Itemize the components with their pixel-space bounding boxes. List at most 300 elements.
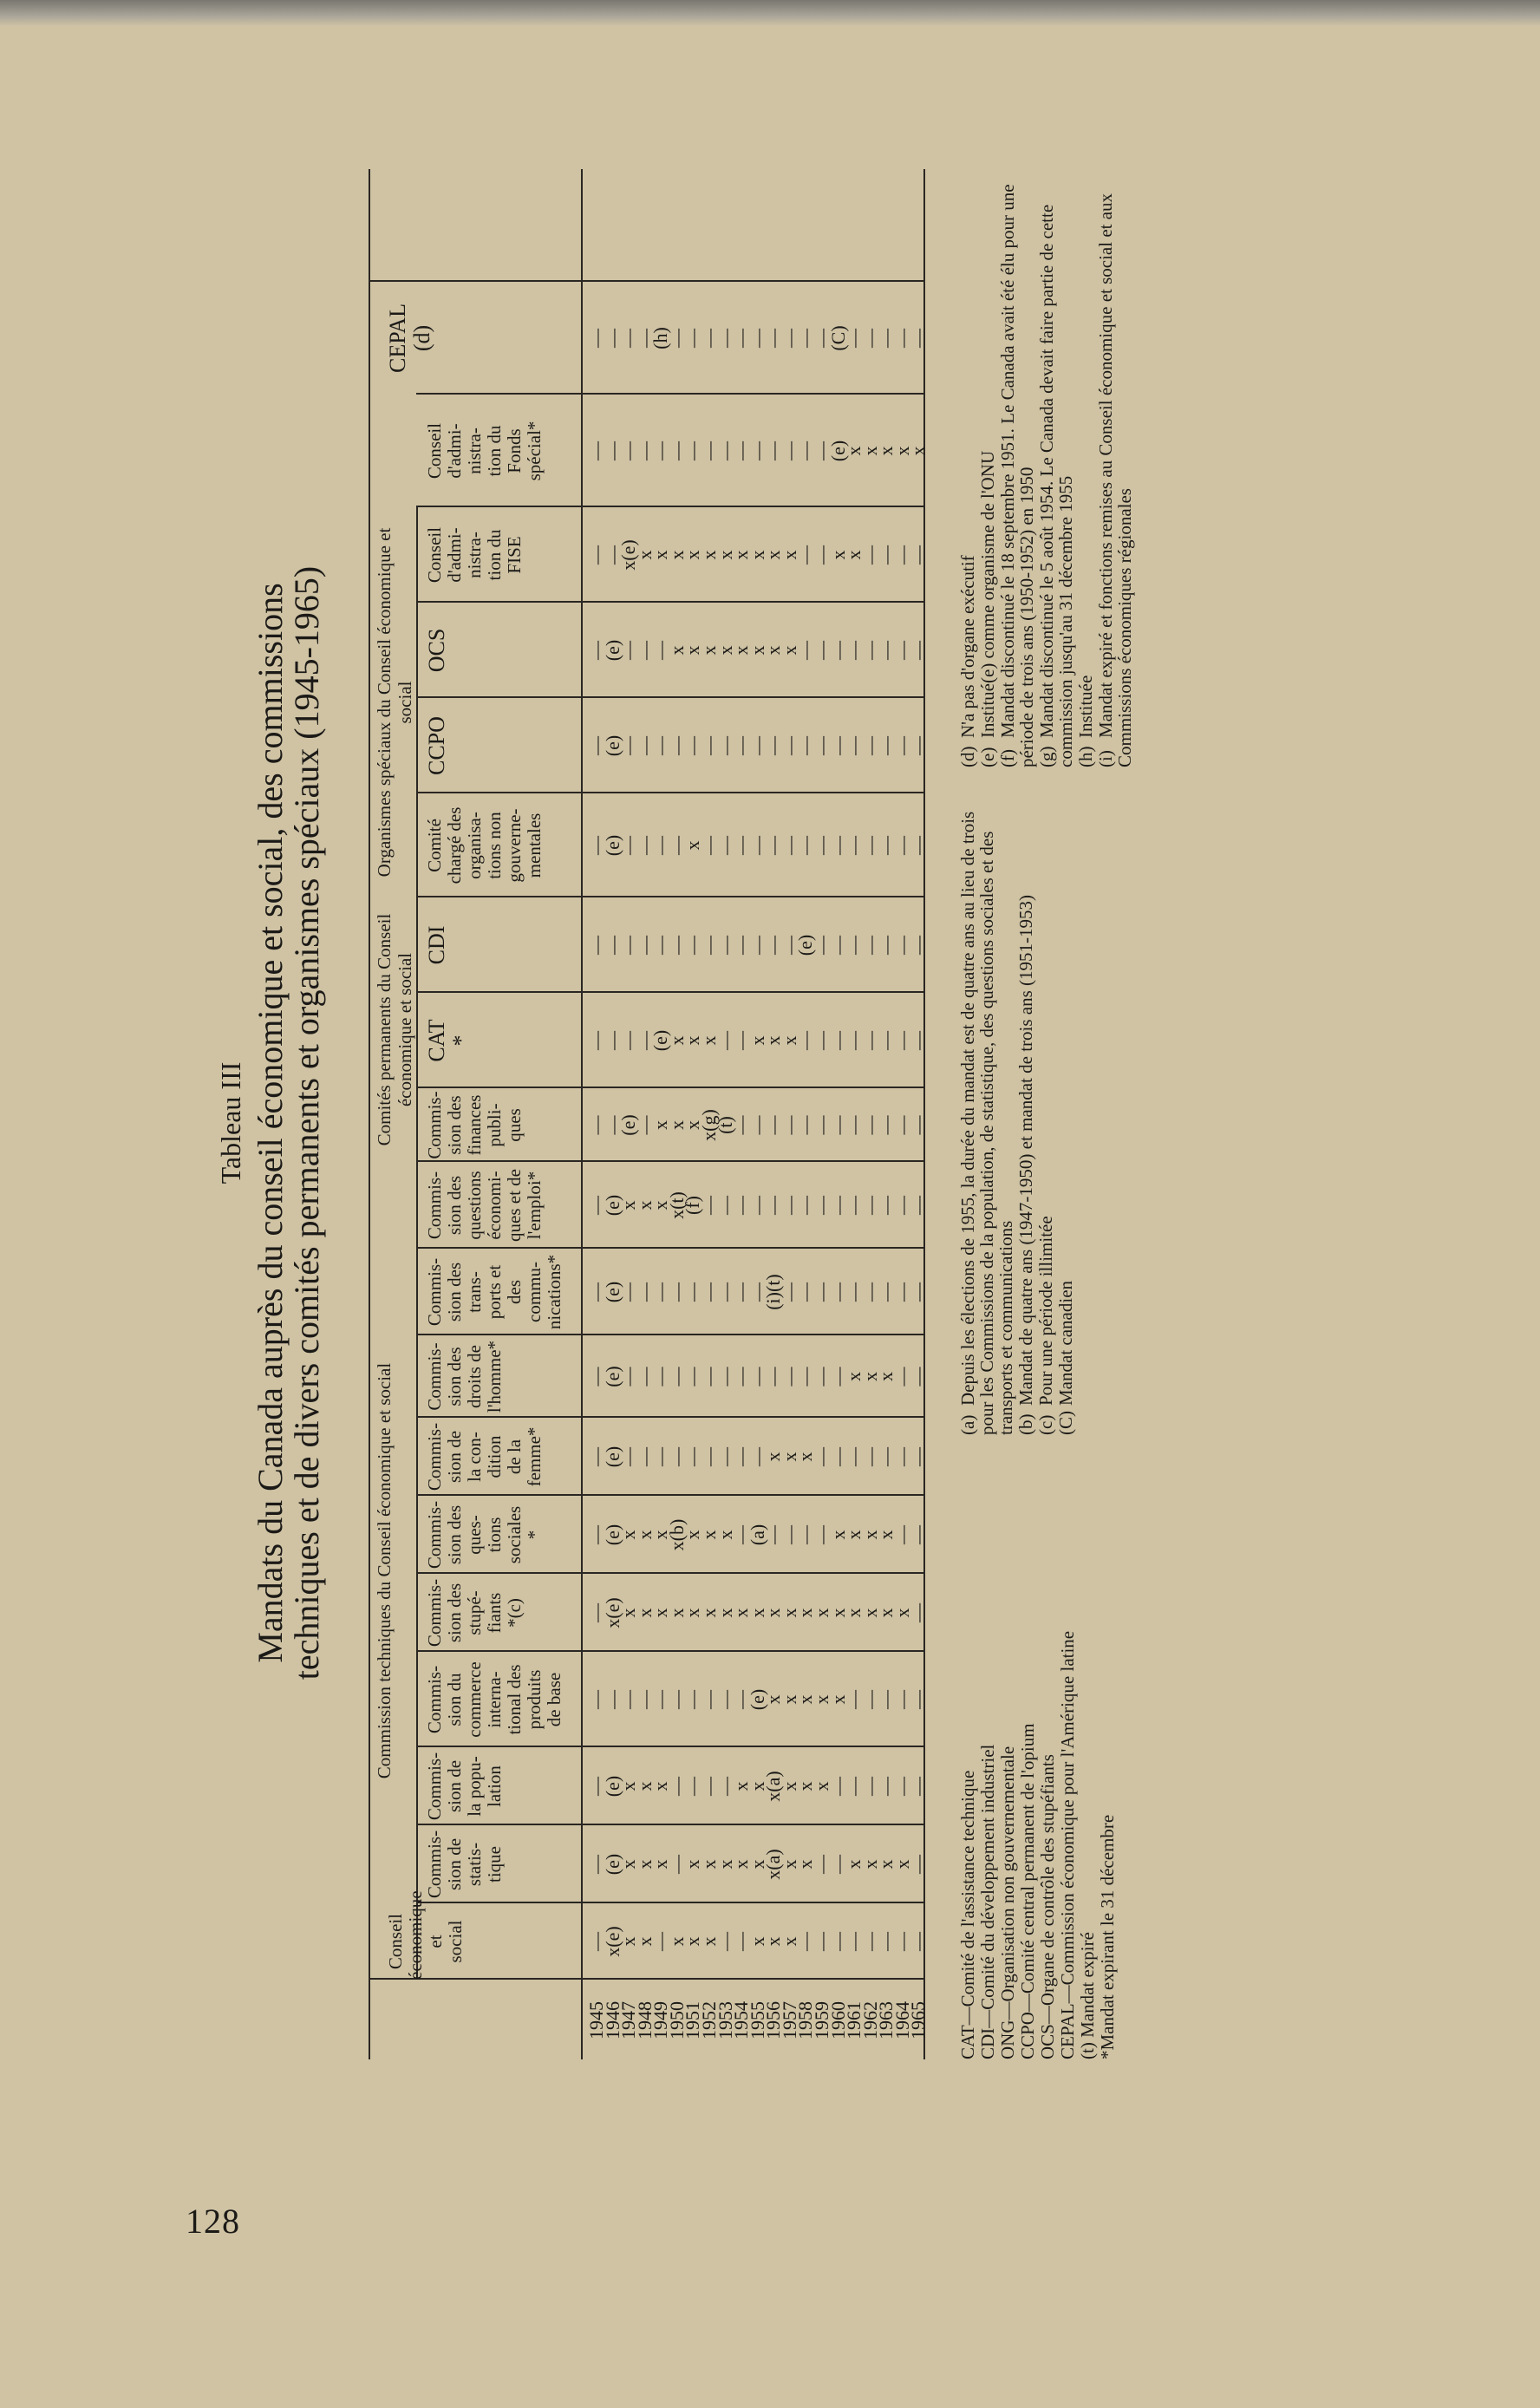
table-cell: — bbox=[843, 1777, 865, 1796]
table-cell: — bbox=[730, 1115, 753, 1135]
footnote-key: (i) bbox=[1095, 750, 1116, 767]
table-cell: — bbox=[585, 1690, 607, 1709]
table-rule-top bbox=[369, 169, 370, 2059]
table-cell: — bbox=[907, 1525, 930, 1544]
table-cell: — bbox=[811, 1932, 832, 1951]
table-cell: — bbox=[907, 641, 930, 660]
table-cell: — bbox=[585, 1196, 607, 1215]
table-cell: — bbox=[858, 736, 881, 755]
table-cell: x bbox=[794, 1452, 817, 1462]
table-cell: x bbox=[633, 1608, 656, 1618]
table-cell: — bbox=[682, 1367, 704, 1387]
table-cell: x bbox=[843, 1859, 865, 1870]
table-cell: — bbox=[649, 441, 672, 460]
table-cell: x bbox=[762, 1936, 785, 1947]
table-cell: — bbox=[617, 1282, 640, 1302]
table-cell: — bbox=[746, 1196, 768, 1215]
table-cell: — bbox=[617, 1031, 640, 1050]
table-cell: x bbox=[907, 446, 930, 456]
table-cell: — bbox=[907, 329, 930, 348]
table-cell: — bbox=[858, 1690, 881, 1709]
table-cell: — bbox=[617, 329, 640, 348]
table-cell: x bbox=[649, 1120, 672, 1130]
column-header: Conseil d'admi- nistra- tion du FISE bbox=[424, 526, 525, 584]
table-cell: (e) bbox=[601, 1524, 623, 1546]
table-cell: — bbox=[665, 836, 688, 855]
table-cell: x bbox=[826, 550, 849, 560]
column-header: Commis- sion de la popu- lation bbox=[424, 1752, 505, 1821]
table-cell: — bbox=[843, 1196, 865, 1215]
table-cell: — bbox=[762, 1196, 785, 1215]
table-cell: x(e) bbox=[617, 539, 640, 571]
table-cell: — bbox=[746, 1115, 768, 1135]
table-cell: — bbox=[698, 836, 720, 855]
table-cell: — bbox=[617, 836, 640, 855]
table-cell: x bbox=[682, 645, 704, 656]
table-cell: x bbox=[730, 550, 753, 560]
footnote-key: (d) bbox=[957, 746, 978, 767]
table-cell: — bbox=[730, 1690, 753, 1709]
table-cell: — bbox=[826, 1282, 849, 1302]
table-cell: — bbox=[875, 1196, 897, 1215]
table-cell: x(g) bbox=[698, 1109, 720, 1141]
table-cell: x bbox=[730, 645, 753, 656]
table-cell: x bbox=[762, 1452, 785, 1462]
table-cell: — bbox=[746, 329, 768, 348]
table-cell: — bbox=[794, 1282, 817, 1302]
table-cell: — bbox=[698, 1447, 720, 1466]
footnote bbox=[1037, 169, 1075, 767]
table-cell: — bbox=[778, 329, 800, 348]
table-cell: — bbox=[907, 1367, 930, 1387]
table-cell: — bbox=[875, 1115, 897, 1135]
year-label: 1945 bbox=[585, 2001, 607, 2039]
table-cell: x bbox=[698, 1859, 720, 1870]
footnote-key: (f) bbox=[997, 749, 1018, 767]
table-cell: — bbox=[617, 441, 640, 460]
table-cell: — bbox=[794, 1525, 817, 1544]
column-header: Commis- sion des droits de l'homme* bbox=[424, 1340, 505, 1413]
table-cell: — bbox=[811, 1855, 832, 1874]
group-rule bbox=[416, 1162, 418, 1980]
table-cell: x bbox=[682, 1120, 704, 1130]
note-line: OCS—Organe de contrôle des stupéfiants bbox=[1037, 1754, 1058, 2059]
table-cell: x bbox=[778, 1608, 800, 1618]
table-cell: x bbox=[714, 1608, 736, 1618]
table-cell: x bbox=[617, 1530, 640, 1540]
table-cell: — bbox=[698, 1196, 720, 1215]
table-cell: x(a) bbox=[762, 1771, 785, 1802]
table-cell: x bbox=[778, 1936, 800, 1947]
column-header: Commis- sion du commerce interna- tional des produits de base bbox=[424, 1661, 564, 1738]
year-label: 1955 bbox=[746, 2001, 768, 2039]
table-cell: — bbox=[891, 1115, 913, 1135]
table-cell: — bbox=[858, 1932, 881, 1951]
table-cell: x bbox=[682, 1859, 704, 1870]
table-cell: — bbox=[794, 836, 817, 855]
table-cell: — bbox=[858, 836, 881, 855]
year-label: 1953 bbox=[714, 2001, 736, 2039]
table-cell: x bbox=[698, 550, 720, 560]
table-cell: — bbox=[811, 1367, 832, 1387]
table-cell: — bbox=[665, 1690, 688, 1709]
table-cell: — bbox=[682, 1777, 704, 1796]
table-cell: — bbox=[794, 1031, 817, 1050]
table-cell: — bbox=[778, 736, 800, 755]
footnote-key: (g) bbox=[1036, 746, 1057, 767]
table-cell: — bbox=[875, 641, 897, 660]
table-cell: — bbox=[730, 1196, 753, 1215]
table-cell: — bbox=[875, 1447, 897, 1466]
table-cell: — bbox=[633, 329, 656, 348]
table-cell: — bbox=[858, 1031, 881, 1050]
table-cell: — bbox=[907, 836, 930, 855]
table-cell: x bbox=[891, 1608, 913, 1618]
table-cell: x bbox=[762, 1694, 785, 1705]
table-cell: — bbox=[730, 1031, 753, 1050]
table-cell: — bbox=[585, 1031, 607, 1050]
table-cell: — bbox=[858, 1196, 881, 1215]
table-cell: — bbox=[714, 1367, 736, 1387]
year-label: 1950 bbox=[665, 2001, 688, 2039]
table-cell: — bbox=[891, 1447, 913, 1466]
table-cell: — bbox=[778, 441, 800, 460]
table-cell: — bbox=[665, 329, 688, 348]
table-cell: — bbox=[746, 936, 768, 955]
table-cell: — bbox=[698, 1690, 720, 1709]
table-cell: — bbox=[633, 836, 656, 855]
table-cell: — bbox=[730, 736, 753, 755]
table-cell: x bbox=[682, 840, 704, 851]
year-label: 1951 bbox=[682, 2001, 704, 2039]
table-cell: — bbox=[858, 1282, 881, 1302]
table-cell: x bbox=[665, 550, 688, 560]
table-cell: — bbox=[843, 836, 865, 855]
table-cell: — bbox=[858, 1777, 881, 1796]
table-cell: — bbox=[649, 1367, 672, 1387]
table-cell: — bbox=[682, 441, 704, 460]
table-cell: x bbox=[875, 1859, 897, 1870]
footnotes-d-i bbox=[958, 169, 1135, 767]
table-cell: x bbox=[875, 446, 897, 456]
table-cell: — bbox=[891, 1932, 913, 1951]
table-cell: — bbox=[875, 1282, 897, 1302]
scan-shadow bbox=[0, 0, 1540, 26]
table-cell: x bbox=[633, 1859, 656, 1870]
mandates-table bbox=[369, 169, 932, 2059]
table-cell: x bbox=[714, 1859, 736, 1870]
year-label: 1952 bbox=[698, 2001, 720, 2039]
table-cell: — bbox=[585, 641, 607, 660]
footnote-text: Mandat canadien bbox=[1055, 1280, 1076, 1406]
table-cell: — bbox=[714, 1447, 736, 1466]
table-cell: x bbox=[794, 1694, 817, 1705]
table-cell: x bbox=[811, 1608, 832, 1618]
table-cell: x bbox=[778, 550, 800, 560]
table-cell: — bbox=[907, 1031, 930, 1050]
table-cell: — bbox=[698, 441, 720, 460]
year-label: 1960 bbox=[826, 2001, 849, 2039]
table-cell: — bbox=[746, 1367, 768, 1387]
table-cell: x bbox=[617, 1936, 640, 1947]
table-cell: x bbox=[858, 1608, 881, 1618]
table-cell: — bbox=[665, 736, 688, 755]
footnote-text: Pour une période illimitée bbox=[1035, 1216, 1056, 1406]
table-cell: — bbox=[875, 936, 897, 955]
table-cell: x bbox=[746, 550, 768, 560]
table-cell: — bbox=[633, 1115, 656, 1135]
column-header: Commis- sion des trans- ports et des commu- nications* bbox=[424, 1254, 564, 1330]
footnote bbox=[978, 169, 997, 767]
table-cell: — bbox=[633, 1447, 656, 1466]
table-cell: — bbox=[843, 1932, 865, 1951]
table-cell: (e) bbox=[601, 1775, 623, 1798]
table-cell: x bbox=[794, 1781, 817, 1791]
table-cell: — bbox=[730, 329, 753, 348]
column-header: CAT * bbox=[424, 1019, 473, 1062]
year-label: 1948 bbox=[633, 2001, 656, 2039]
table-cell: — bbox=[617, 1367, 640, 1387]
table-cell: x bbox=[843, 1372, 865, 1381]
table-cell: (e) bbox=[601, 1366, 623, 1387]
table-cell: — bbox=[730, 1282, 753, 1302]
table-cell: — bbox=[843, 1282, 865, 1302]
footnotes-a-c bbox=[958, 811, 1076, 1435]
column-header: OCS bbox=[424, 628, 449, 673]
footnote-text: Mandat discontinué le 18 septembre 1951. Le Canada avait été élu pour une période de trois ans (1950-1952) en 1950 bbox=[997, 184, 1037, 767]
table-cell: — bbox=[811, 836, 832, 855]
table-cell: x(e) bbox=[601, 1597, 623, 1628]
table-cell: — bbox=[811, 736, 832, 755]
note-line: CEPAL—Commission économique pour l'Amérique latine bbox=[1057, 1630, 1078, 2059]
table-cell: — bbox=[875, 545, 897, 564]
table-rule-header bbox=[581, 169, 583, 2059]
table-cell: (e) bbox=[794, 934, 817, 956]
table-cell: x bbox=[843, 550, 865, 560]
table-cell: — bbox=[843, 329, 865, 348]
table-cell: — bbox=[907, 1282, 930, 1302]
table-cell: — bbox=[826, 836, 849, 855]
table-cell: — bbox=[762, 836, 785, 855]
table-cell: — bbox=[826, 1932, 849, 1951]
table-cell: (t) bbox=[714, 1116, 736, 1134]
table-cell: — bbox=[762, 1525, 785, 1544]
year-label: 1949 bbox=[649, 2001, 672, 2039]
table-cell: — bbox=[585, 1282, 607, 1302]
table-cell: x bbox=[746, 1608, 768, 1618]
table-cell: — bbox=[891, 936, 913, 955]
table-cell: x bbox=[698, 1936, 720, 1947]
table-cell: — bbox=[730, 1525, 753, 1544]
table-cell: — bbox=[811, 1031, 832, 1050]
table-cell: — bbox=[826, 641, 849, 660]
table-cell: — bbox=[907, 1603, 930, 1622]
table-cell: — bbox=[907, 1855, 930, 1874]
table-cell: — bbox=[682, 1690, 704, 1709]
table-cell: — bbox=[891, 1690, 913, 1709]
table-cell: — bbox=[811, 641, 832, 660]
footnote-text: Institué(e) comme organisme de l'ONU bbox=[977, 450, 998, 738]
footnote bbox=[1076, 169, 1095, 767]
table-cell: — bbox=[907, 1115, 930, 1135]
table-cell: — bbox=[730, 441, 753, 460]
footnote bbox=[958, 811, 1015, 1435]
table-cell: — bbox=[746, 836, 768, 855]
table-cell: (i)(t) bbox=[762, 1274, 785, 1310]
table-cell: — bbox=[907, 1690, 930, 1709]
table-notes bbox=[949, 169, 1175, 2059]
table-cell: — bbox=[682, 736, 704, 755]
table-cell: x bbox=[682, 1530, 704, 1540]
table-cell: x bbox=[746, 645, 768, 656]
table-cell: — bbox=[649, 1932, 672, 1951]
table-cell: — bbox=[811, 545, 832, 564]
table-cell: — bbox=[875, 1777, 897, 1796]
table-cell: x bbox=[778, 1035, 800, 1046]
table-cell: — bbox=[585, 329, 607, 348]
table-cell: x bbox=[682, 1936, 704, 1947]
table-cell: — bbox=[649, 736, 672, 755]
footnote-text: Mandat expiré et fonctions remises au Conseil économique et social et aux Commissions économiques régionales bbox=[1095, 193, 1135, 767]
table-cell: — bbox=[891, 1777, 913, 1796]
table-cell: x bbox=[698, 645, 720, 656]
table-cell: — bbox=[585, 1367, 607, 1387]
table-cell: — bbox=[665, 1777, 688, 1796]
year-label: 1962 bbox=[858, 2001, 881, 2039]
table-cell: — bbox=[730, 836, 753, 855]
table-cell: x bbox=[682, 1035, 704, 1046]
table-cell: — bbox=[778, 1196, 800, 1215]
table-cell: (e) bbox=[649, 1029, 672, 1052]
table-cell: x bbox=[858, 1530, 881, 1540]
table-cell: — bbox=[665, 1855, 688, 1874]
table-cell: x bbox=[649, 1859, 672, 1870]
table-cell: — bbox=[826, 1777, 849, 1796]
table-cell: x bbox=[762, 550, 785, 560]
year-label: 1959 bbox=[811, 2001, 832, 2039]
table-cell: x bbox=[665, 1608, 688, 1618]
table-cell: x bbox=[617, 1859, 640, 1870]
table-cell: x bbox=[746, 1936, 768, 1947]
table-cell: — bbox=[714, 736, 736, 755]
table-cell: — bbox=[843, 1031, 865, 1050]
table-cell: — bbox=[665, 1282, 688, 1302]
table-cell: — bbox=[585, 1603, 607, 1622]
table-cell: x bbox=[649, 1608, 672, 1618]
table-cell: — bbox=[714, 441, 736, 460]
table-cell: (e) bbox=[601, 1445, 623, 1468]
footnote-key: (c) bbox=[1035, 1414, 1056, 1435]
table-cell: — bbox=[891, 329, 913, 348]
table-cell: — bbox=[875, 1031, 897, 1050]
table-cell: — bbox=[633, 441, 656, 460]
table-cell: x bbox=[682, 550, 704, 560]
table-cell: — bbox=[649, 836, 672, 855]
table-cell: — bbox=[826, 1115, 849, 1135]
year-label: 1957 bbox=[778, 2001, 800, 2039]
table-cell: — bbox=[665, 1447, 688, 1466]
footnote bbox=[1036, 811, 1055, 1435]
table-cell: — bbox=[858, 1447, 881, 1466]
footnote-text: Mandat discontinué le 5 août 1954. Le Canada devait faire partie de cette commission jusqu'au 31 décembre 1955 bbox=[1036, 204, 1076, 767]
table-cell: x bbox=[617, 1608, 640, 1618]
column-header: Commis- sion des stupé- fiants *(c) bbox=[424, 1578, 525, 1648]
table-cell: x bbox=[891, 446, 913, 456]
table-cell: — bbox=[891, 1196, 913, 1215]
table-cell: — bbox=[633, 1282, 656, 1302]
table-cell: — bbox=[778, 936, 800, 955]
table-cell: x bbox=[826, 1530, 849, 1540]
table-cell: (e) bbox=[601, 1194, 623, 1217]
table-cell: (e) bbox=[601, 1281, 623, 1303]
table-cell: (e) bbox=[601, 734, 623, 757]
table-cell: — bbox=[811, 1196, 832, 1215]
note-line: CAT—Comité de l'assistance technique bbox=[957, 1770, 978, 2059]
table-cell: — bbox=[891, 1367, 913, 1387]
table-cell: — bbox=[585, 545, 607, 564]
table-cell: — bbox=[746, 1447, 768, 1466]
table-cell: — bbox=[601, 1690, 623, 1709]
table-cell: — bbox=[891, 1525, 913, 1544]
table-cell: — bbox=[762, 329, 785, 348]
column-header: Conseil économique et social bbox=[385, 1890, 466, 1980]
table-cell: — bbox=[826, 1855, 849, 1874]
table-cell: — bbox=[891, 1282, 913, 1302]
group-header: Organismes spéciaux du Conseil économique et social bbox=[374, 527, 415, 878]
table-cell: — bbox=[826, 1367, 849, 1387]
table-cell: — bbox=[826, 1447, 849, 1466]
table-cell: x bbox=[843, 1608, 865, 1618]
column-header: Commis- sion de la con- dition de la femme* bbox=[424, 1422, 545, 1491]
table-cell: x bbox=[858, 1859, 881, 1870]
table-cell: — bbox=[617, 1447, 640, 1466]
table-cell: — bbox=[891, 836, 913, 855]
table-cell: — bbox=[907, 1196, 930, 1215]
table-title-line-2: techniques et de divers comités permanents et organismes spéciaux (1945-1965) bbox=[287, 565, 326, 1680]
table-cell: — bbox=[730, 936, 753, 955]
column-header: Commis- sion des questions économi- ques et de l'emploi* bbox=[424, 1169, 545, 1242]
footnote-text: Mandat de quatre ans (1947-1950) et mandat de trois ans (1951-1953) bbox=[1015, 894, 1036, 1406]
table-cell: x bbox=[826, 1694, 849, 1705]
table-cell: — bbox=[682, 329, 704, 348]
table-cell: x bbox=[858, 1372, 881, 1381]
table-cell: — bbox=[649, 936, 672, 955]
table-cell: — bbox=[730, 1932, 753, 1951]
table-cell: — bbox=[843, 1690, 865, 1709]
table-cell: — bbox=[585, 1525, 607, 1544]
table-cell: x bbox=[875, 1372, 897, 1381]
table-cell: x bbox=[858, 446, 881, 456]
table-cell: — bbox=[682, 1282, 704, 1302]
table-cell: — bbox=[826, 736, 849, 755]
table-cell: — bbox=[811, 936, 832, 955]
table-cell: (f) bbox=[682, 1196, 704, 1215]
table-cell: (e) bbox=[601, 639, 623, 662]
footnote bbox=[998, 169, 1036, 767]
table-cell: x bbox=[714, 550, 736, 560]
table-cell: x bbox=[891, 1859, 913, 1870]
table-cell: — bbox=[617, 641, 640, 660]
table-cell: — bbox=[907, 1447, 930, 1466]
table-cell: — bbox=[907, 1932, 930, 1951]
table-cell: — bbox=[794, 1196, 817, 1215]
table-cell: — bbox=[698, 329, 720, 348]
table-cell: x bbox=[649, 550, 672, 560]
table-cell: x bbox=[714, 645, 736, 656]
table-cell: x bbox=[649, 1200, 672, 1211]
table-cell: — bbox=[585, 936, 607, 955]
table-cell: x bbox=[665, 1936, 688, 1947]
